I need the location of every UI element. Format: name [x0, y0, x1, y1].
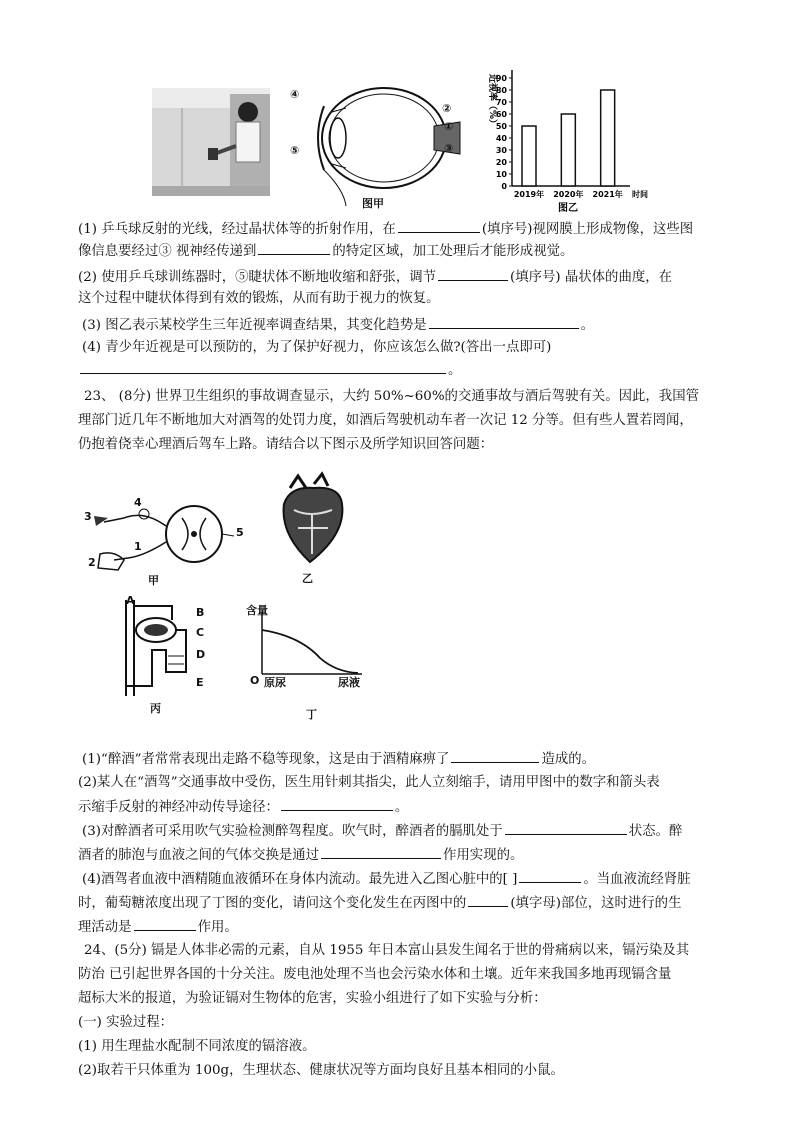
x-tick-label: 2021年	[592, 190, 623, 199]
bar-3	[601, 90, 615, 186]
bar-2	[561, 114, 575, 186]
y-tick-label: 80	[495, 86, 507, 95]
reflex-arc-diagram	[84, 496, 254, 586]
q22-part3: (3) 图乙表示某校学生三年近视率调查结果，其变化趋势是 。	[82, 314, 724, 337]
pingpong-photo	[152, 88, 270, 196]
q22-part4-answer: 。	[78, 359, 724, 382]
q22-part1-line1: (1) 乒乓球反射的光线，经过晶状体等的折射作用，在 (填序号)视网膜上形成物像，这些图	[78, 218, 724, 241]
curve-ylabel: 含量	[246, 604, 268, 617]
answer-blank-7[interactable]	[281, 796, 393, 811]
q24-line4: (一) 实验过程：	[78, 1015, 174, 1030]
y-tick-label: 10	[495, 170, 507, 179]
q22-part2-line1: (2) 使用乒乓球训练器时，⑤睫状体不断地收缩和舒张，调节 (填序号) 晶状体的曲度，在	[78, 266, 724, 289]
x-axis-label: 时间	[632, 190, 648, 199]
y-axis-label: 近视率（%）	[487, 74, 497, 129]
x-tick-label: 2020年	[553, 190, 584, 199]
q23-part2-line1: (2)某人在“酒驾”交通事故中受伤，医生用针刺其指尖，此人立刻缩手，请用甲图中的数字和箭头表	[78, 775, 660, 790]
answer-blank-12[interactable]	[134, 916, 196, 931]
y-tick-label: 90	[495, 74, 507, 83]
glucose-curve	[240, 602, 370, 722]
eye-label-1: ①	[444, 120, 454, 133]
q23-part2-line2: 示缩手反射的神经冲动传导途径： 。	[78, 796, 724, 819]
curve-caption: 丁	[306, 708, 317, 721]
nephron-label-d: D	[196, 648, 206, 661]
q23-part3-line1: (3)对醉酒者可采用吹气实验检测醉驾程度。吹气时，醉酒者的膈肌处于 状态。醉	[82, 820, 724, 843]
answer-blank-3[interactable]	[438, 266, 508, 281]
eye-label-3: ③	[444, 142, 454, 155]
heart-caption: 乙	[302, 572, 313, 585]
q24-line2: 防治 已引起世界各国的十分关注。废电池处理不当也会污染水体和土壤。近年来我国多地再现镉含量	[78, 967, 672, 982]
arc-label-5: 5	[236, 526, 244, 539]
y-tick-label: 60	[495, 110, 507, 119]
y-tick-label: 20	[495, 158, 507, 167]
y-tick-label: 40	[495, 134, 507, 143]
answer-blank-6[interactable]	[451, 748, 539, 763]
answer-blank-8[interactable]	[505, 820, 627, 835]
q24-line1: 24、(5分) 镉是人体非必需的元素，自从 1955 年日本富山县发生闻名于世的骨痛病以来，镉污染及其	[84, 943, 690, 958]
y-tick-label: 30	[495, 146, 507, 155]
y-tick-label: 0	[501, 182, 507, 191]
eye-label-5: ⑤	[290, 144, 300, 157]
y-tick-label: 50	[495, 122, 507, 131]
y-tick-label: 70	[495, 98, 507, 107]
curve-origin: O	[250, 674, 260, 687]
q23-part4-line3: 理活动是 作用。	[78, 916, 724, 939]
arc-label-4: 4	[134, 496, 142, 509]
nephron-label-a: A	[126, 594, 135, 607]
answer-blank-4[interactable]	[429, 314, 579, 329]
q23-part4-line1: (4)酒驾者血液中酒精随血液循环在身体内流动。最先进入乙图心脏中的[ ] 。当血液流经肾脏	[82, 868, 724, 891]
nephron-diagram	[112, 596, 216, 716]
arc-label-3: 3	[84, 510, 92, 523]
answer-blank-5[interactable]	[80, 359, 446, 374]
nephron-label-e: E	[196, 676, 204, 689]
eye-label-2: ②	[442, 102, 452, 115]
q22-part2-line2: 这个过程中睫状体得到有效的锻炼，从而有助于视力的恢复。	[78, 291, 440, 306]
arc-caption: 甲	[148, 574, 159, 587]
eye-label-4: ④	[290, 88, 300, 101]
q22-part1-line2: 像信息要经过③ 视神经传递到 的特定区域，加工处理后才能形成视觉。	[78, 240, 724, 263]
q23-part1: (1)“醉酒”者常常表现出走路不稳等现象，这是由于酒精麻痹了 造成的。	[82, 748, 724, 771]
eye-caption: 图甲	[362, 197, 384, 210]
arc-label-1: 1	[134, 540, 142, 553]
answer-blank-2[interactable]	[258, 240, 330, 255]
curve-x2: 尿液	[338, 676, 360, 689]
q24-line6: (2)取若干只体重为 100g，生理状态、健康状况等方面均良好且基本相同的小鼠。	[78, 1063, 564, 1078]
nephron-caption: 丙	[150, 702, 161, 715]
q23-intro-3: 仍抱着侥幸心理酒后驾车上路。请结合以下图示及所学知识回答问题：	[78, 437, 494, 452]
q24-line3: 超标大米的报道，为验证镉对生物体的危害，实验小组进行了如下实验与分析：	[78, 991, 547, 1006]
q23-part4-line2: 时，葡萄糖浓度出现了丁图的变化，请问这个变化发生在丙图中的 (填字母)部位，这时进行的生	[78, 892, 724, 915]
q22-part4: (4) 青少年近视是可以预防的，为了保护好视力，你应该怎么做?(答出一点即可)	[82, 340, 552, 355]
arc-label-2: 2	[88, 556, 96, 569]
x-tick-label: 2019年	[513, 190, 545, 199]
curve-x1: 原尿	[264, 676, 286, 689]
answer-blank-10[interactable]	[519, 868, 581, 883]
answer-blank-1[interactable]	[398, 218, 480, 233]
myopia-chart	[476, 54, 646, 214]
bar-1	[522, 126, 536, 186]
answer-blank-9[interactable]	[321, 844, 441, 859]
eye-diagram	[284, 78, 464, 208]
chart-caption: 图乙	[558, 203, 578, 214]
q23-part3-line2: 酒者的肺泡与血液之间的气体交换是通过 作用实现的。	[78, 844, 724, 867]
q23-intro-2: 理部门近几年不断地加大对酒驾的处罚力度，如酒后驾驶机动车者一次记 12 分等。但有些人置若罔闻，	[78, 413, 693, 428]
nephron-label-c: C	[196, 626, 205, 639]
heart-diagram	[270, 474, 356, 586]
nephron-label-b: B	[196, 606, 205, 619]
q24-line5: (1) 用生理盐水配制不同浓度的镉溶液。	[78, 1039, 316, 1054]
q23-intro-1: 23、 (8分) 世界卫生组织的事故调查显示，大约 50%~60%的交通事故与酒后驾驶有关。因此，我国管	[84, 389, 699, 404]
answer-blank-11[interactable]	[468, 892, 508, 907]
